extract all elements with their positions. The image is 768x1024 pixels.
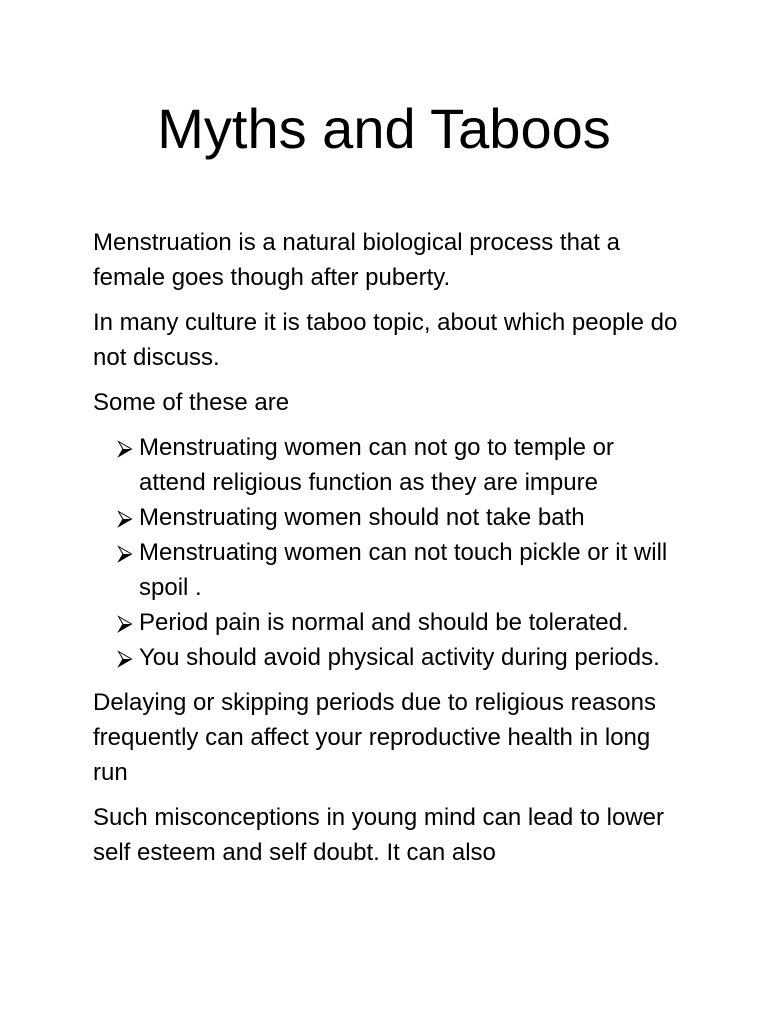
list-item-text: Menstruating women can not touch pickle or it will spoil . — [139, 539, 668, 601]
arrow-bullet-icon: ⮚ — [117, 540, 133, 565]
list-item-text: Menstruating women can not go to temple or attend religious function as they are impure — [139, 434, 614, 496]
arrow-bullet-icon: ⮚ — [117, 645, 133, 670]
list-item-text: You should avoid physical activity during periods. — [139, 644, 660, 671]
myths-list — [93, 430, 683, 675]
arrow-bullet-icon: ⮚ — [117, 610, 133, 635]
document-body — [93, 225, 683, 880]
list-item-text: Period pain is normal and should be tolerated. — [139, 609, 629, 636]
list-item — [93, 605, 683, 640]
arrow-bullet-icon: ⮚ — [117, 505, 133, 530]
paragraph-list-intro: Some of these are — [93, 389, 290, 416]
page-title: Myths and Taboos — [157, 97, 611, 160]
list-item — [93, 535, 683, 605]
paragraph-delaying: Delaying or skipping periods due to religious reasons frequently can affect your reproductive health in long run — [93, 689, 656, 786]
paragraph-intro: Menstruation is a natural biological process that a female goes though after puberty. — [93, 229, 620, 291]
list-item-text: Menstruating women should not take bath — [139, 504, 585, 531]
paragraph-misconceptions: Such misconceptions in young mind can lead to lower self esteem and self doubt. It can also — [93, 804, 664, 866]
list-item — [93, 500, 683, 535]
list-item — [93, 640, 683, 675]
list-item — [93, 430, 683, 500]
arrow-bullet-icon: ⮚ — [117, 435, 133, 460]
paragraph-taboo: In many culture it is taboo topic, about which people do not discuss. — [93, 309, 678, 371]
